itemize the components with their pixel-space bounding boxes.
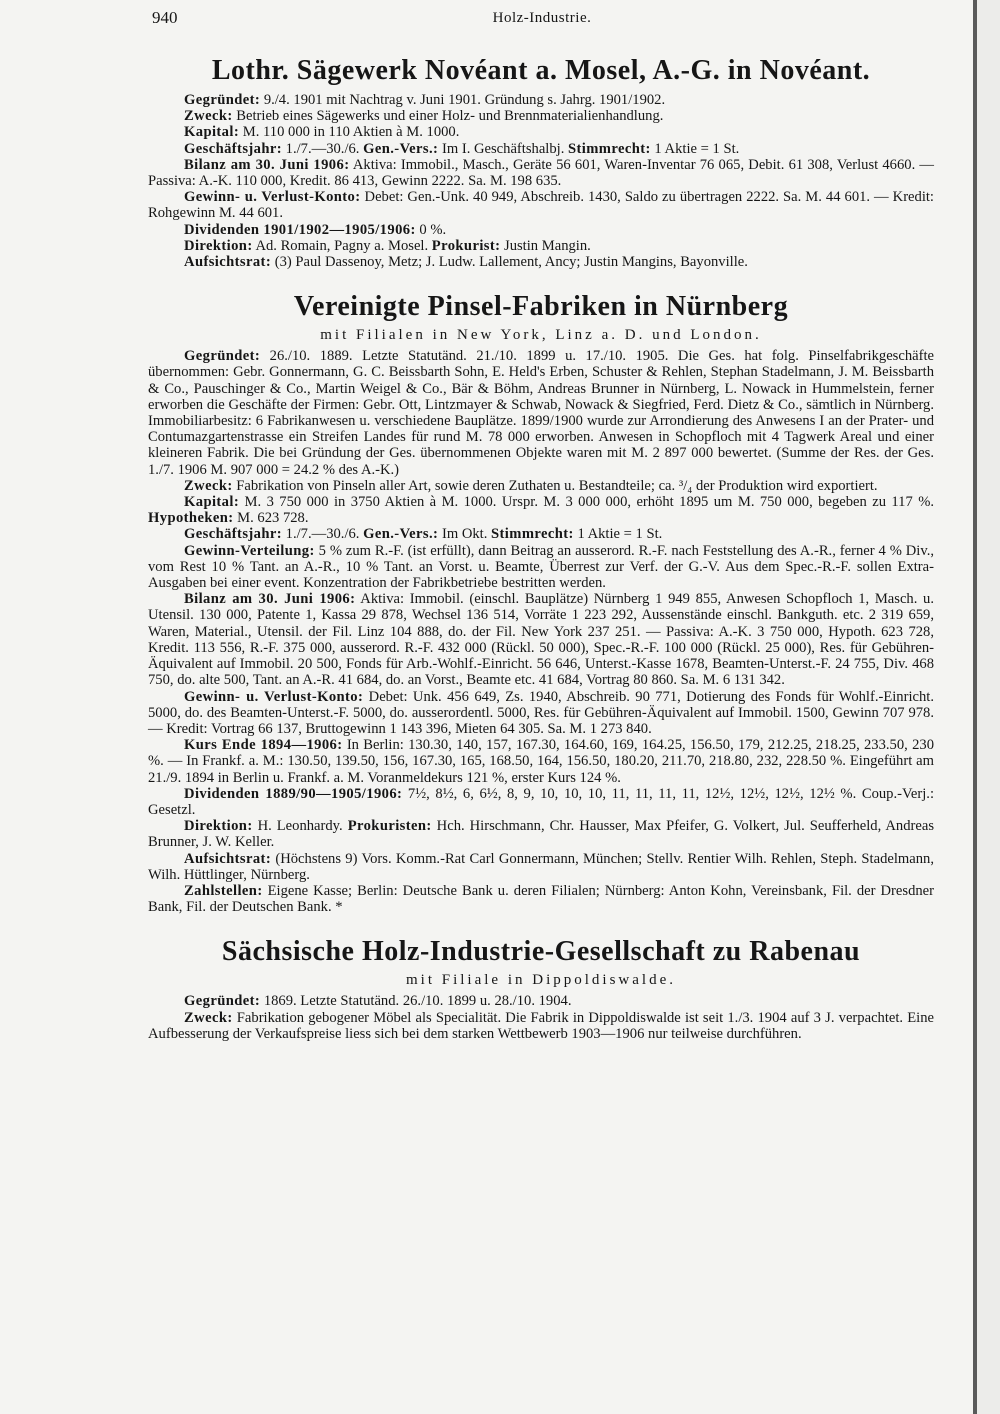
entry-label: Aufsichtsrat: <box>184 254 272 271</box>
page-content <box>148 44 934 1042</box>
entry-label: Gen.-Vers.: <box>363 140 439 157</box>
entry-label: Zweck: <box>184 477 233 494</box>
company-title: Lothr. Sägewerk Novéant a. Mosel, A.-G. in Novéant. <box>211 55 871 86</box>
entry <box>148 124 934 140</box>
entry-text: Im I. Geschäftshalbj. <box>441 140 565 157</box>
running-header <box>152 8 932 32</box>
entry-label: Gen.-Vers.: <box>363 526 439 543</box>
entry <box>148 737 934 786</box>
entry <box>148 92 934 108</box>
entry <box>148 818 934 850</box>
entry <box>148 543 934 592</box>
entry-label: Dividenden 1901/1902—1905/1906: <box>184 221 416 238</box>
company-subtitle: mit Filialen in New York, Linz a. D. und London. <box>320 327 762 344</box>
entry <box>148 591 934 688</box>
entry <box>148 883 934 915</box>
entry-label: Gewinn-Verteilung: <box>184 542 315 559</box>
entry <box>148 786 934 818</box>
entry-text: 1 Aktie = 1 St. <box>654 140 740 157</box>
entry <box>148 189 934 221</box>
entry <box>148 222 934 238</box>
entry <box>148 157 934 189</box>
entry <box>148 238 934 254</box>
entry-label: Gegründet: <box>184 993 261 1010</box>
entry-text: 0 %. <box>419 221 447 238</box>
entry-text: H. Leonhardy. <box>257 818 343 835</box>
entry-text: Aktiva: Immobil. (einschl. Bauplätze) Nürnberg 1 949 855, Anwesen Schopfloch 1, Masch. u. Utensil. 130 000, Patente 1, Kassa 29 878, Wechsel 136 514, Vorräte 1 223 292, Aussenstände einschl. Bankguth. etc. 2 319 659, Waren, Material., Utensil. der Fil. Linz 104 888, do. der Fil. New York 237 251. — Passiva: A.-K. 3 750 000, Hypoth. 623 728, Kredit. 113 556, R.-F. 375 000, ausserord. R.-F. 432 000 (Rückl. 50 000), Spec.-R.-F. 100 000 (Rückl. 25 000), Res. für Gebühren-Äquivalent auf Immobil. 20 500, Fonds für Arb.-Wohlf.-Einricht. 56 646, Unterst.-Kasse 1678, Beamten-Unterst.-F. 24 755, Div. 468 750, do. alte 500, Tant. an A.-R. 41 684, do. an Vorst., Beamte etc. 41 684, Vortrag 80 860. Sa. M. 6 131 342. <box>148 591 935 689</box>
page-number: 940 <box>152 8 178 27</box>
entry-label: Geschäftsjahr: <box>184 140 283 157</box>
company-subtitle: mit Filiale in Dippoldiswalde. <box>406 972 676 989</box>
entry-text: 26./10. 1889. Letzte Statutänd. 21./10. 1899 u. 17./10. 1905. Die Ges. hat folg. Pinselfabrikgeschäfte übernommen: Gebr. Gonnermann, G. C. Beissbarth Sohn, E. Held's Erben, Schuster & Rehlen, Stephan Stadelmann, J. M. Beissbarth & Co., Pauschinger & Co., Martin Weigel & Co., Bär & Böhm, Andreas Brunner in Nürnberg, L. Nowack in Hummelstein, ferner erworben die Geschäfte der Firmen: Gebr. Ott, Lintzmayer & Schwab, Nowack & Siegfried, Ferd. Dietz & Co., sämtlich in Nürnberg. Immobiliarbesitz: 6 Fabrikanwesen u. verschiedene Bauplätze. 1899/1900 wurde zur Arrondierung des Anwesens I an der Prater- und Contumazgartenstrasse ein Streifen Landes für rund M. 78 000 erworben. Anwesen in Schopfloch mit 4 Tagwerk Areal und einer kleineren Fabrik. Die bei Gründung der Ges. übernommenen Objekte waren mit M. 2 897 000 bewertet. (Summe der Res. der Ges. 1./7. 1906 M. 907 000 = 24.2 % des A.-K.) <box>148 348 934 478</box>
entry-text: Justin Mangin. <box>504 237 591 254</box>
entry-label: Zweck: <box>184 108 233 125</box>
entry-label: Zahlstellen: <box>184 882 263 899</box>
entry-label: Gewinn- u. Verlust-Konto: <box>184 189 361 206</box>
entry <box>148 108 934 124</box>
entry <box>148 1010 934 1042</box>
entry <box>148 851 934 883</box>
entry-label: Kapital: <box>184 124 240 141</box>
entry-text: M. 3 750 000 in 3750 Aktien à M. 1000. Urspr. M. 3 000 000, erhöht 1895 um M. 750 000, begeben zu 117 %. <box>244 494 934 511</box>
entry <box>148 993 934 1009</box>
running-title: Holz-Industrie. <box>492 10 592 26</box>
entry-label: Geschäftsjahr: <box>184 526 283 543</box>
entry-text: M. 110 000 in 110 Aktien à M. 1000. <box>242 124 460 141</box>
entry-label: Kurs Ende 1894—1906: <box>184 737 343 754</box>
entry <box>148 689 934 738</box>
entry-text: Aktiva: Immobil., Masch., Geräte 56 601, Waren-Inventar 76 065, Debit. 61 308, Verlust 4660. — Passiva: A.-K. 110 000, Kredit. 86 413, Gewinn 2222. Sa. M. 198 635. <box>148 156 935 190</box>
adjacent-page-strip <box>977 0 1000 1414</box>
entry-text: Fabrikation von Pinseln aller Art, sowie deren Zuthaten u. Bestandteile; ca. ³/₄ der Produktion wird exportiert. <box>236 477 878 494</box>
entry-label: Direktion: <box>184 237 253 254</box>
entry-text: Hch. Hirschmann, Chr. Hausser, Max Pfeifer, G. Volkert, Jul. Seufferheld, Andreas Brunner, J. W. Keller. <box>148 818 935 851</box>
entry-text: (Höchstens 9) Vors. Komm.-Rat Carl Gonnermann, München; Stellv. Rentier Wilh. Rehlen, Steph. Stadelmann, Wilh. Hüttlinger, Nürnberg. <box>148 850 934 883</box>
entry-label: Stimmrecht: <box>491 526 574 543</box>
entry-text: M. 623 728. <box>237 510 309 527</box>
entry-text: Fabrikation gebogener Möbel als Specialität. Die Fabrik in Dippoldiswalde ist seit 1./3. 1904 auf 3 J. verpachtet. Eine Aufbesserung der Verkaufspreise liess sich bei dem starken Wettbewerb 1903—1906 nur teilweise durchführen. <box>148 1009 934 1042</box>
company-section <box>148 935 934 1042</box>
company-section <box>148 290 934 915</box>
company-section <box>148 54 934 270</box>
entry-label: Aufsichtsrat: <box>184 850 272 867</box>
company-title: Sächsische Holz-Industrie-Gesellschaft zu Rabenau <box>221 936 861 968</box>
entry-text: Ad. Romain, Pagny a. Mosel. <box>255 237 429 254</box>
entry <box>148 478 934 494</box>
entry-label: Gegründet: <box>184 92 261 108</box>
entry-text: 7½, 8½, 6, 6½, 8, 9, 10, 10, 10, 11, 11, 11, 11, 12½, 12½, 12½, 12½ %. Coup.-Verj.: Gesetzl. <box>148 785 934 818</box>
entry-label: Gewinn- u. Verlust-Konto: <box>184 688 364 705</box>
entry-text: Im Okt. <box>441 526 488 543</box>
entry-label: Direktion: <box>184 818 253 835</box>
entry-label: Bilanz am 30. Juni 1906: <box>184 591 356 608</box>
entry-text: 1869. Letzte Statutänd. 26./10. 1899 u. 28./10. 1904. <box>263 993 572 1010</box>
entry-text: (3) Paul Dassenoy, Metz; J. Ludw. Lallement, Ancy; Justin Mangins, Bayonville. <box>274 254 748 271</box>
entry-text: In Berlin: 130.30, 140, 157, 167.30, 164.60, 169, 164.25, 156.50, 179, 212.25, 218.25, 233.50, 230 %. — In Frankf. a. M.: 130.50, 139.50, 156, 167.30, 165, 168.50, 164, 156.50, 180.20, 211.70, 218.80, 232, 228.50 %. Eingeführt am 21./9. 1894 in Berlin u. Frankf. a. M. Voranmeldekurs 121 %, erster Kurs 124 %. <box>148 737 934 786</box>
binding-edge <box>973 0 977 1414</box>
entry-label: Stimmrecht: <box>568 140 651 157</box>
entry-text: Betrieb eines Sägewerks und einer Holz- und Brennmaterialienhandlung. <box>236 108 664 125</box>
entry-label: Dividenden 1889/90—1905/1906: <box>184 785 403 802</box>
entry-label: Kapital: <box>184 494 240 511</box>
section-gap <box>148 270 934 280</box>
entry-label: Zweck: <box>184 1009 233 1026</box>
entry-text: 1./7.—30./6. <box>285 526 360 543</box>
entry <box>148 526 934 542</box>
entry <box>148 494 934 526</box>
entry-text: Eigene Kasse; Berlin: Deutsche Bank u. deren Filialen; Nürnberg: Anton Kohn, Vereinsbank, Fil. der Dresdner Bank, Fil. der Deutschen Bank. * <box>148 882 934 916</box>
section-gap <box>148 915 934 925</box>
entry-text: 9./4. 1901 mit Nachtrag v. Juni 1901. Gründung s. Jahrg. 1901/1902. <box>263 92 666 108</box>
entry-text: 1 Aktie = 1 St. <box>577 526 663 543</box>
entry-label: Bilanz am 30. Juni 1906: <box>184 156 350 173</box>
entry-label: Gegründet: <box>184 348 261 365</box>
entry <box>148 254 934 270</box>
entry-text: Debet: Gen.-Unk. 40 949, Abschreib. 1430, Saldo zu übertragen 2222. Sa. M. 44 601. — Kredit: Rohgewinn M. 44 601. <box>148 189 934 222</box>
entry-text: Debet: Unk. 456 649, Zs. 1940, Abschreib. 90 771, Dotierung des Fonds für Wohlf.-Einricht. 5000, do. des Beamten-Unterst.-F. 5000, do. ausserordentl. 5000, Res. für Gebühren-Äquivalent auf Immobil. 1500, Gewinn 707 978. — Kredit: Vortrag 66 137, Bruttogewinn 1 143 396, Mieten 64 305. Sa. M. 1 273 840. <box>148 688 934 737</box>
entry-label: Hypotheken: <box>148 510 234 527</box>
entry-label: Prokurist: <box>431 237 501 254</box>
entry-text: 1./7.—30./6. <box>285 140 360 157</box>
entry <box>148 141 934 157</box>
entry-label: Prokuristen: <box>347 818 432 835</box>
entry-text: 5 % zum R.-F. (ist erfüllt), dann Beitrag an ausserord. R.-F. nach Feststellung des A.-R., ferner 4 % Div., vom Rest 10 % Tant. an A.-R., 10 % Tant. an Vorst. u. Beamte, Überrest zur Verf. der G.-V. Aus dem Spec.-R.-F. sollen Extra-Ausgaben bei einer event. Konzentration der Fabrikbetriebe bestritten werden. <box>148 542 934 592</box>
entry <box>148 348 934 478</box>
company-title: Vereinigte Pinsel-Fabriken in Nürnberg <box>293 291 789 323</box>
